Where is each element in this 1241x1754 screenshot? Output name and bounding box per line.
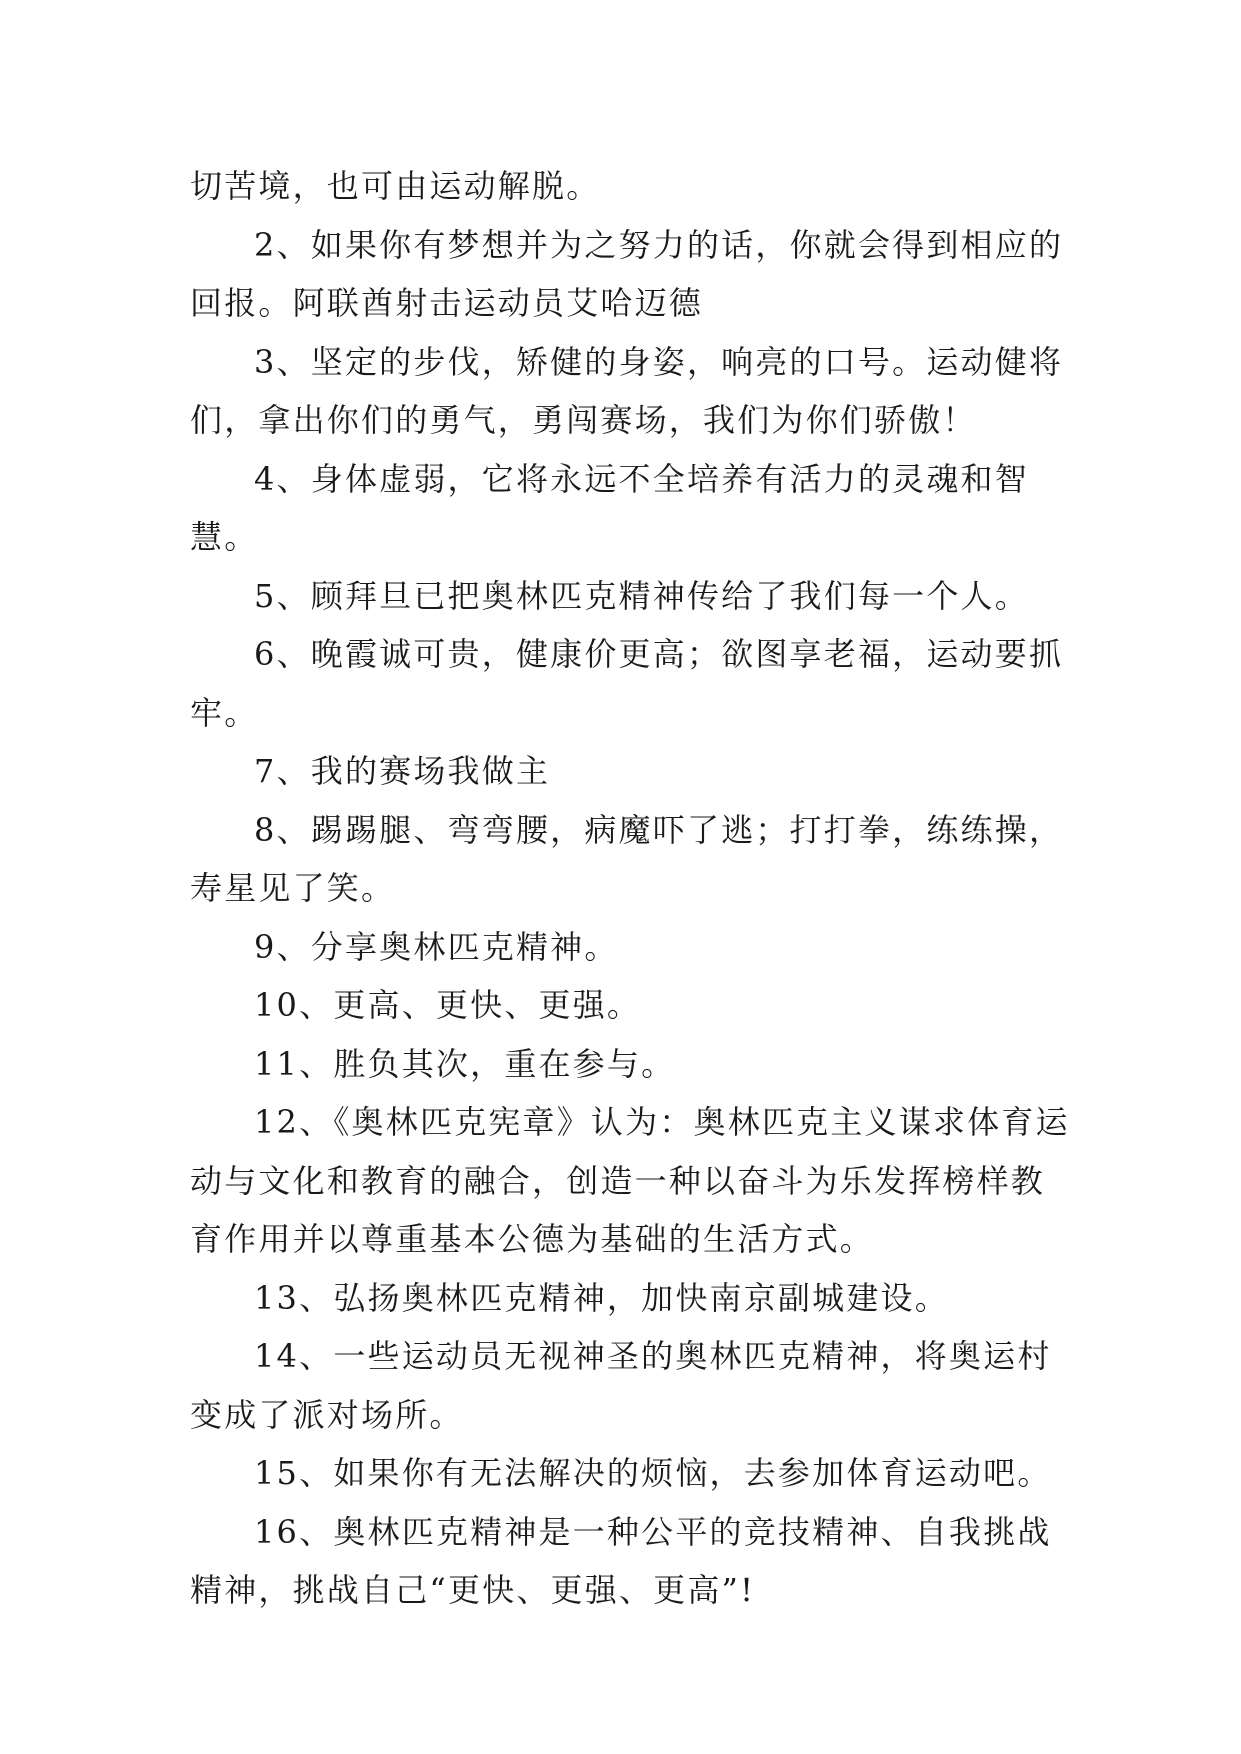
paragraph-item-6: 6、晚霞诚可贵，健康价更高；欲图享老福，运动要抓牢。 [190,635,1064,732]
paragraph-item-10: 10、更高、更快、更强。 [254,986,642,1024]
paragraph-item-8: 8、踢踢腿、弯弯腰，病魔吓了逃；打打拳，练练操，寿星见了笑。 [190,810,1064,907]
paragraph-item-2: 2、如果你有梦想并为之努力的话，你就会得到相应的回报。阿联酋射击运动员艾哈迈德 [190,225,1064,322]
paragraph-item-3: 3、坚定的步伐，矫健的身姿，响亮的口号。运动健将们，拿出你们的勇气，勇闯赛场，我们为你们骄傲！ [190,342,1064,439]
paragraph-continued: 切苦境，也可由运动解脱。 [190,167,601,205]
paragraph-item-4: 4、身体虚弱，它将永远不全培养有活力的灵魂和智慧。 [190,459,1029,556]
paragraph-item-15: 15、如果你有无法解决的烦恼，去参加体育运动吧。 [254,1454,1052,1492]
paragraph-item-13: 13、弘扬奥林匹克精神，加快南京副城建设。 [254,1278,949,1317]
paragraph-item-5: 5、顾拜旦已把奥林匹克精神传给了我们每一个人。 [254,576,1029,615]
paragraph-item-11: 11、胜负其次，重在参与。 [254,1044,676,1083]
paragraph-item-9: 9、分享奥林匹克精神。 [254,927,619,966]
paragraph-item-12: 12、《奥林匹克宪章》认为：奥林匹克主义谋求体育运动与文化和教育的融合，创造一种以奋斗为乐发挥榜样教育作用并以尊重基本公德为基础的生活方式。 [190,1103,1070,1258]
paragraph-item-7: 7、我的赛场我做主 [254,752,551,790]
document-body [190,157,1070,1620]
paragraph-item-16: 16、奥林匹克精神是一种公平的竞技精神、自我挑战精神，挑战自己“更快、更强、更高”! [190,1512,1052,1609]
paragraph-item-14: 14、一些运动员无视神圣的奥林匹克精神，将奥运村变成了派对场所。 [190,1337,1052,1434]
